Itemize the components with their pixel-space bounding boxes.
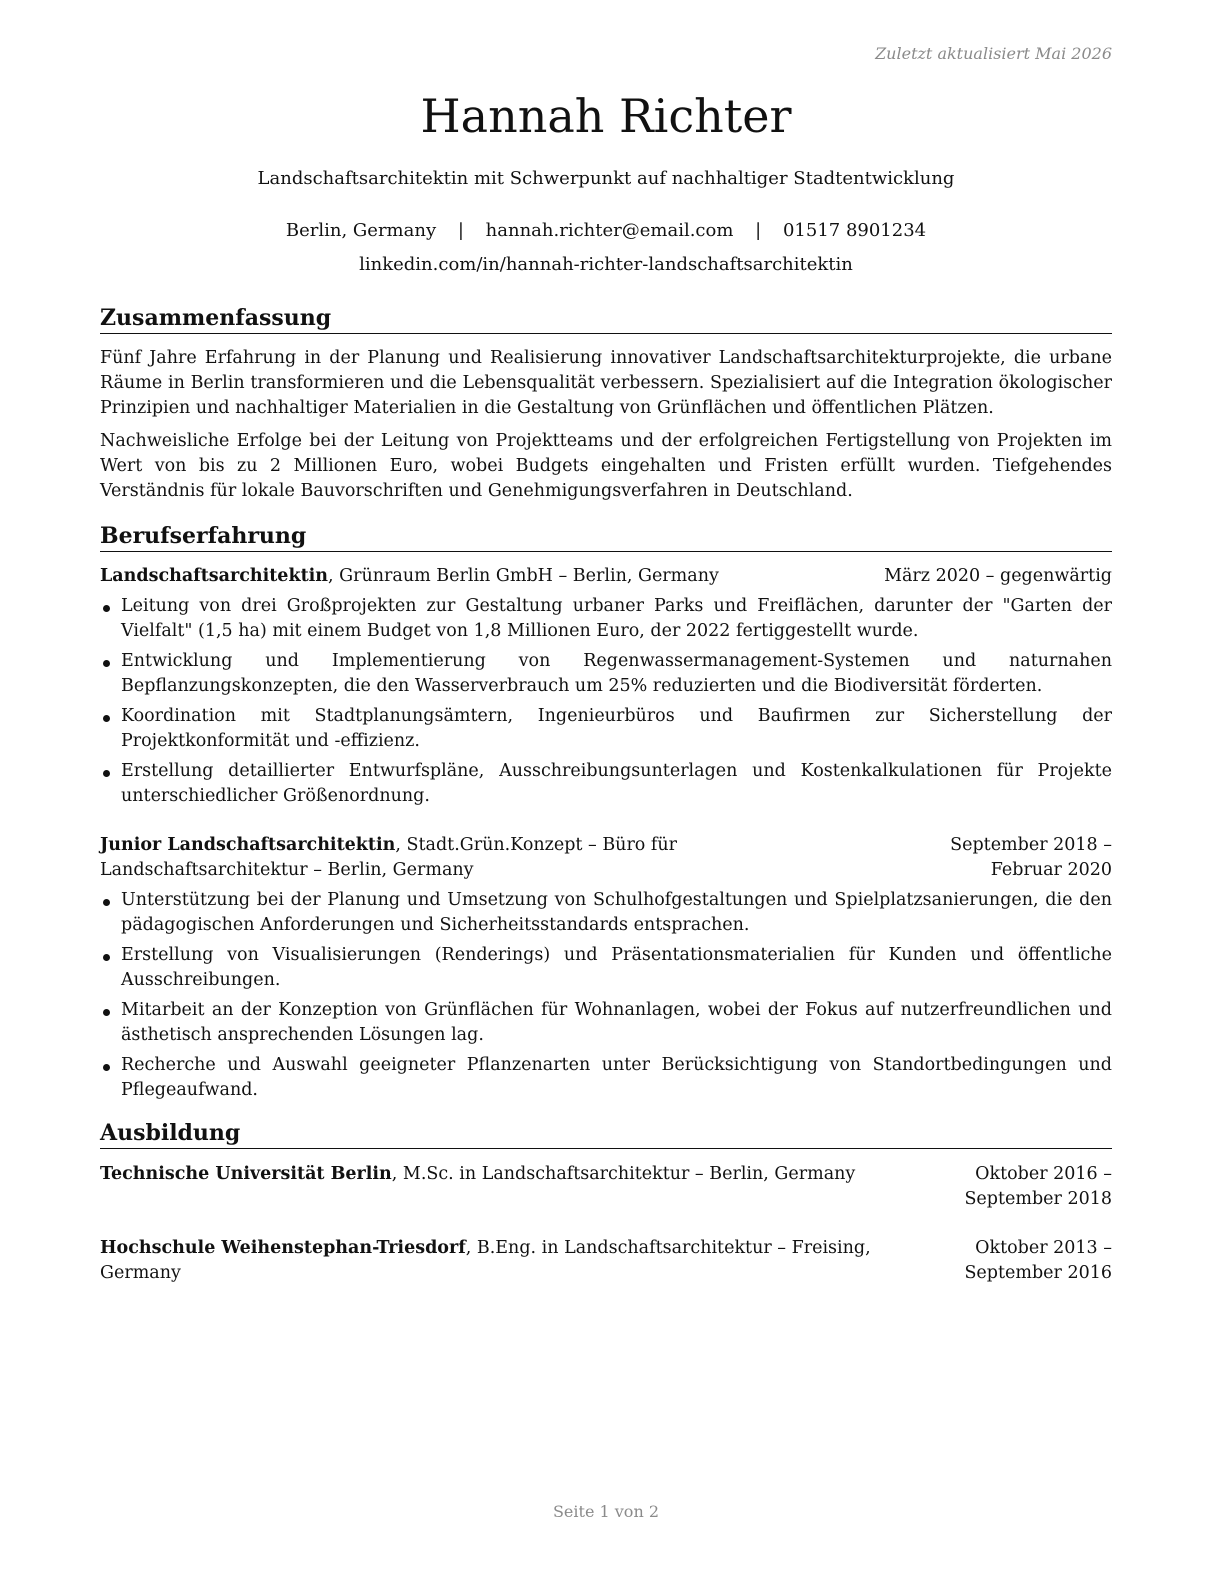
section-title-education: Ausbildung (100, 1119, 1112, 1149)
job-entry (100, 833, 1112, 1103)
last-updated: Zuletzt aktualisiert Mai 2026 (875, 44, 1112, 63)
resume-page (100, 0, 1112, 1584)
job-company: , Grünraum Berlin GmbH – Berlin, Germany (328, 566, 719, 586)
contact-separator: | (755, 220, 762, 241)
job-dates: März 2020 – gegenwärtig (884, 566, 1112, 586)
list-item: Erstellung von Visualisierungen (Renderings) und Präsentationsmaterialien für Kunden und öffentliche Ausschreibungen. (100, 943, 1112, 993)
list-item: Erstellung detaillierter Entwurfspläne, Ausschreibungsunterlagen und Kostenkalkulationen für Projekte unterschiedlicher Größenordnung. (100, 759, 1112, 809)
bullet-icon (103, 605, 110, 612)
job-role: Landschaftsarchitektin (100, 566, 329, 586)
education-school: Hochschule Weihenstephan-Triesdorf (100, 1238, 466, 1258)
education-degree: , M.Sc. in Landschaftsarchitektur – Berlin, Germany (391, 1164, 856, 1184)
bullet-icon (103, 899, 110, 906)
list-item: Entwicklung und Implementierung von Regenwassermanagement-Systemen und naturnahen Bepflanzungskonzepten, die den Wasserverbrauch um 25% reduzierten und die Biodiversität förderten. (100, 649, 1112, 699)
contact-separator: | (457, 220, 464, 241)
job-header (100, 564, 1112, 589)
section-title-summary: Zusammenfassung (100, 304, 1112, 334)
bullet-icon (103, 954, 110, 961)
education-section (100, 1119, 1112, 1286)
contact-phone: 01517 8901234 (782, 220, 927, 241)
linkedin-link[interactable]: linkedin.com/in/hannah-richter-landschaftsarchitektin (359, 254, 853, 275)
bullet-icon (103, 715, 110, 722)
bullet-icon (103, 1064, 110, 1071)
job-role: Junior Landschaftsarchitektin (100, 835, 396, 855)
job-bullets (100, 594, 1112, 809)
education-entry (100, 1236, 1112, 1286)
headline: Landschaftsarchitektin mit Schwerpunkt auf nachhaltiger Stadtentwicklung (257, 168, 955, 189)
bullet-icon (103, 660, 110, 667)
experience-section (100, 522, 1112, 1108)
contact-line (100, 218, 1112, 244)
summary-paragraph: Fünf Jahre Erfahrung in der Planung und Realisierung innovativer Landschaftsarchitekturprojekte, die urbane Räume in Berlin transformieren und die Lebensqualität verbessern. Spezialisiert auf die Integration ökologischer Prinzipien und nachhaltiger Materialien in die Gestaltung von Grünflächen und öffentlichen Plätzen. (100, 348, 1112, 418)
contact-email[interactable]: hannah.richter@email.com (485, 220, 734, 241)
job-company: , Stadt.Grün.Konzept – Büro für Landschaftsarchitektur – Berlin, Germany (100, 835, 678, 880)
education-entry (100, 1162, 1112, 1212)
list-item: Mitarbeit an der Konzeption von Grünflächen für Wohnanlagen, wobei der Fokus auf nutzerfreundlichen und ästhetisch ansprechenden Lösungen lag. (100, 998, 1112, 1048)
page-number: Seite 1 von 2 (552, 1502, 660, 1521)
list-item: Recherche und Auswahl geeigneter Pflanzenarten unter Berücksichtigung von Standortbedingungen und Pflegeaufwand. (100, 1053, 1112, 1103)
summary-paragraph: Nachweisliche Erfolge bei der Leitung von Projektteams und der erfolgreichen Fertigstellung von Projekten im Wert von bis zu 2 Millionen Euro, wobei Budgets eingehalten und Fristen erfüllt wurden. Tiefgehendes Verständnis für lokale Bauvorschriften und Genehmigungsverfahren in Deutschland. (100, 431, 1112, 501)
list-item: Koordination mit Stadtplanungsämtern, Ingenieurbüros und Baufirmen zur Sicherstellung der Projektkonformität und -effizienz. (100, 704, 1112, 754)
bullet-icon (103, 1009, 110, 1016)
job-bullets (100, 888, 1112, 1103)
job-dates: September 2018 – Februar 2020 (950, 835, 1112, 880)
list-item: Unterstützung bei der Planung und Umsetzung von Schulhofgestaltungen und Spielplatzsanierungen, die den pädagogischen Anforderungen und Sicherheitsstandards entsprachen. (100, 888, 1112, 938)
education-school: Technische Universität Berlin (100, 1164, 392, 1184)
section-title-experience: Berufserfahrung (100, 522, 1112, 552)
job-entry (100, 564, 1112, 809)
bullet-icon (103, 770, 110, 777)
education-dates: Oktober 2013 – September 2016 (964, 1238, 1112, 1283)
job-header (100, 833, 1112, 883)
contact-location: Berlin, Germany (285, 220, 437, 241)
education-degree: , B.Eng. in Landschaftsarchitektur – Freising, Germany (100, 1238, 871, 1283)
summary-section (100, 304, 1112, 504)
candidate-name: Hannah Richter (420, 89, 792, 143)
education-dates: Oktober 2016 – September 2018 (964, 1164, 1112, 1209)
list-item: Leitung von drei Großprojekten zur Gestaltung urbaner Parks und Freiflächen, darunter der "Garten der Vielfalt" (1,5 ha) mit einem Budget von 1,8 Millionen Euro, der 2022 fertiggestellt wurde. (100, 594, 1112, 644)
